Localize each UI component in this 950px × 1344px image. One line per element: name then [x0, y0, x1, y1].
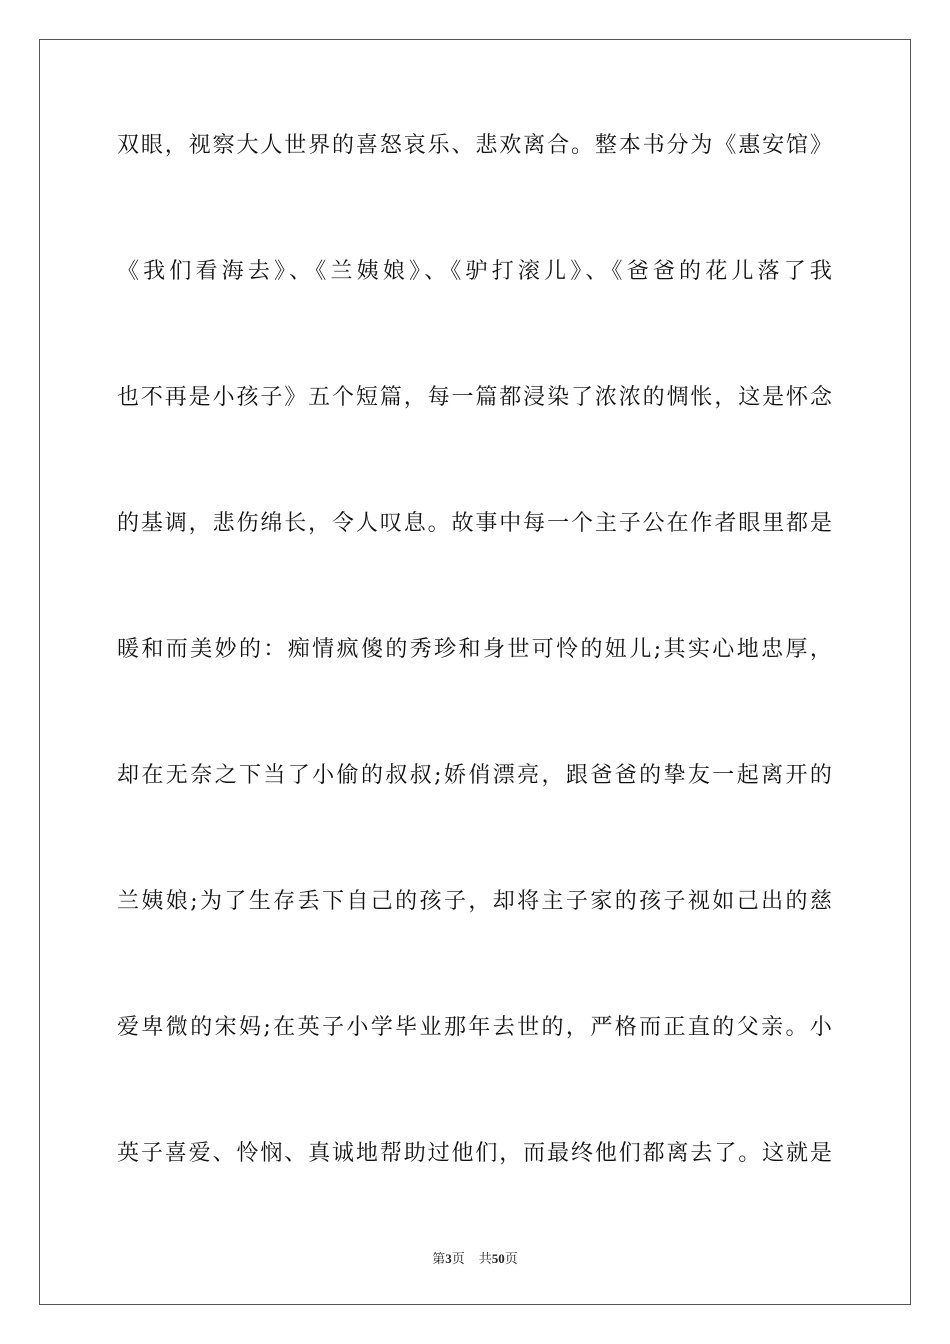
text-line: 双眼，视察大人世界的喜怒哀乐、悲欢离合。整本书分为《惠安馆》 [117, 133, 833, 158]
text-line: 的基调，悲伤绵长，令人叹息。故事中每一个主子公在作者眼里都是 [117, 511, 833, 536]
text-line: 暖和而美妙的：痴情疯傻的秀珍和身世可怜的妞儿;其实心地忠厚， [117, 637, 833, 662]
text-line: 《我们看海去》、《兰姨娘》、《驴打滚儿》、《爸爸的花儿落了我 [117, 259, 833, 284]
text-line: 英子喜爱、怜悯、真诚地帮助过他们，而最终他们都离去了。这就是 [117, 1141, 833, 1166]
page-number: 3 [445, 1251, 452, 1266]
total-pages: 50 [491, 1251, 505, 1266]
page-suffix: 页 [451, 1251, 465, 1266]
text-line: 也不再是小孩子》五个短篇，每一篇都浸染了浓浓的惆怅，这是怀念 [117, 385, 833, 410]
text-line: 爱卑微的宋妈;在英子小学毕业那年去世的，严格而正直的父亲。小 [117, 1015, 833, 1040]
total-prefix: 共 [478, 1251, 492, 1266]
text-line: 兰姨娘;为了生存丢下自己的孩子，却将主子家的孩子视如己出的慈 [117, 889, 833, 914]
total-suffix: 页 [504, 1251, 518, 1266]
page-footer [0, 1248, 950, 1267]
text-line: 却在无奈之下当了小偷的叔叔;娇俏漂亮，跟爸爸的挚友一起离开的 [117, 763, 833, 788]
page-prefix: 第 [432, 1251, 446, 1266]
document-body [117, 120, 833, 1254]
